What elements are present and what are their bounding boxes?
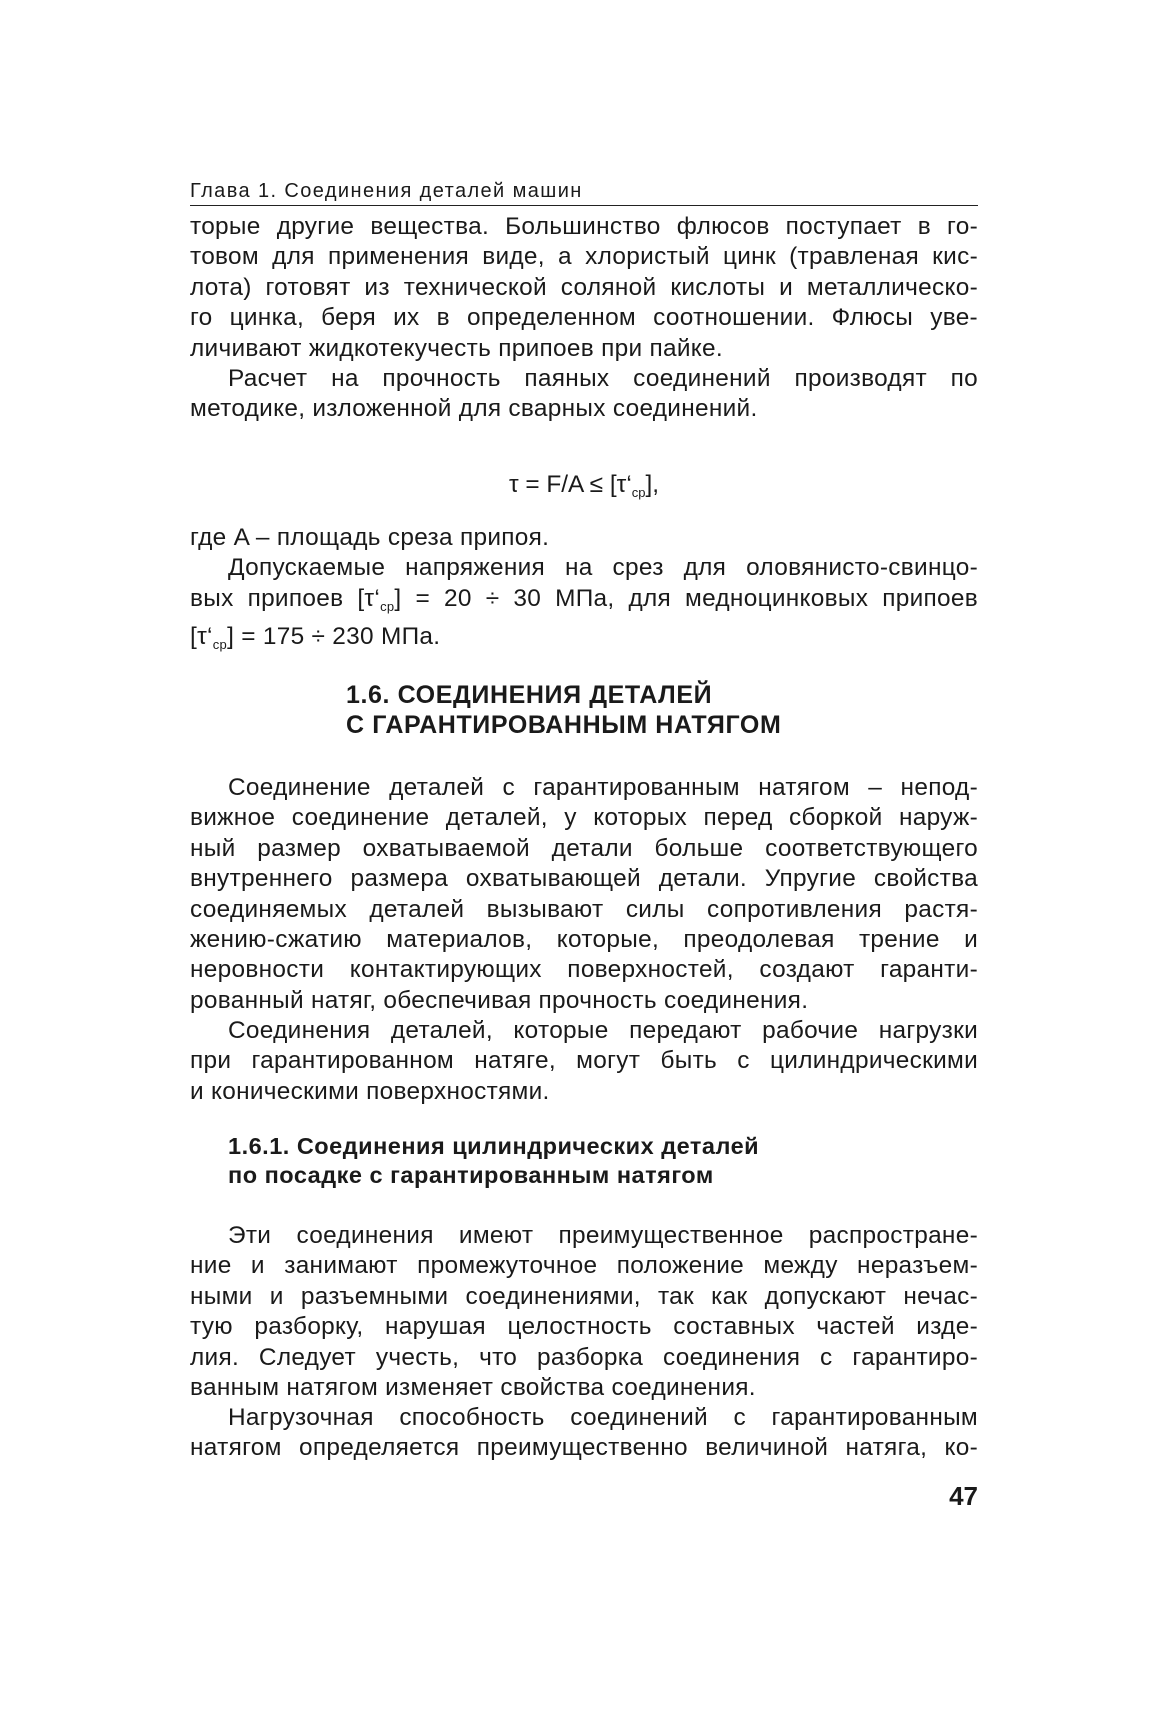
formula-main: τ = F/A ≤ [τ‘: [508, 471, 632, 498]
subscript: ср: [212, 637, 228, 653]
text-line: ными и разъемными соединениями, так как допускают нечас-: [190, 1282, 978, 1310]
section-title-line: С ГАРАНТИРОВАННЫМ НАТЯГОМ: [346, 711, 782, 739]
text-line: го цинка, беря их в определенном соотношении. Флюсы уве-: [190, 304, 978, 332]
text-line: [190, 584, 978, 622]
text-line: Эти соединения имеют преимущественное распростране-: [228, 1222, 978, 1249]
text-line: [190, 622, 978, 660]
text-line: ный размер охватываемой детали больше соответствующего: [190, 834, 978, 862]
text-line: Соединения деталей, которые передают рабочие нагрузки: [228, 1017, 978, 1044]
page-number: 47: [949, 1481, 978, 1511]
text-line: внутреннего размера охватывающей детали. Упругие свойства: [190, 865, 978, 893]
text-line: лота) готовят из технической соляной кислоты и металлическо-: [190, 273, 978, 301]
text-line: соединяемых деталей вызывают силы сопротивления растя-: [190, 895, 978, 923]
book-page: [190, 0, 978, 1725]
subsection-title-line: по посадке с гарантированным натягом: [228, 1162, 714, 1188]
section-paragraph: [190, 773, 978, 1016]
text-line: методике, изложенной для сварных соединений.: [190, 395, 758, 423]
formula-subscript: ср: [631, 485, 646, 500]
section-title: [190, 680, 978, 740]
text-line: ванным натягом изменяет свойства соединения.: [190, 1374, 756, 1402]
text-line: и коническими поверхностями.: [190, 1077, 550, 1105]
section-paragraph: [190, 1016, 978, 1107]
text-line: натягом определяется преимущественно величиной натяга, ко-: [190, 1434, 978, 1462]
header-rule: [190, 205, 978, 206]
subsection-paragraph: [190, 1221, 978, 1403]
subsection-paragraph: [190, 1403, 978, 1464]
running-head: Глава 1. Соединения деталей машин: [190, 180, 583, 202]
text-line: личивают жидкотекучесть припоев при пайке.: [190, 334, 723, 362]
text-fragment: ] = 20 ÷ 30 МПа, для медноцинковых припоев: [394, 584, 978, 612]
text-line: товом для применения виде, а хлористый цинк (травленая кис-: [190, 243, 978, 271]
text-line: вижное соединение деталей, у которых перед сборкой наруж-: [190, 804, 978, 832]
section-title-line: 1.6. СОЕДИНЕНИЯ ДЕТАЛЕЙ: [346, 681, 713, 709]
text-fragment: ] = 175 ÷ 230 МПа.: [227, 623, 441, 651]
text-line: рованный натяг, обеспечивая прочность соединения.: [190, 986, 809, 1014]
text-line: Расчет на прочность паяных соединений производят по: [228, 365, 978, 392]
subsection-title: [228, 1132, 978, 1190]
formula-tail: ],: [645, 471, 660, 498]
text-line: Нагрузочная способность соединений с гарантированным: [228, 1404, 978, 1431]
shear-stress-formula: [190, 470, 978, 508]
text-fragment: [τ‘: [190, 623, 213, 651]
text-line: при гарантированном натяге, могут быть с цилиндрическими: [190, 1047, 978, 1075]
continuation-paragraph: [190, 212, 978, 364]
text-line: торые другие вещества. Большинство флюсов поступает в го-: [190, 213, 978, 240]
calculation-paragraph: [190, 364, 978, 425]
subscript: ср: [380, 598, 395, 614]
text-line: лия. Следует учесть, что разборка соединения с гарантиро-: [190, 1343, 978, 1371]
text-line: Соединение деталей с гарантированным натягом – непод-: [228, 774, 978, 801]
subsection-title-line: 1.6.1. Соединения цилиндрических деталей: [228, 1133, 760, 1159]
text-fragment: вых припоев [τ‘: [190, 584, 381, 612]
text-line: Допускаемые напряжения на срез для оловянисто-свинцо-: [228, 554, 978, 582]
formula-explanation: [190, 523, 978, 661]
text-line: ние и занимают промежуточное положение между неразъем-: [190, 1252, 978, 1280]
text-line: неровности контактирующих поверхностей, создают гаранти-: [190, 956, 978, 984]
text-line: где A – площадь среза припоя.: [190, 524, 550, 551]
text-line: жению-сжатию материалов, которые, преодолевая трение и: [190, 926, 978, 954]
text-line: тую разборку, нарушая целостность составных частей изде-: [190, 1313, 978, 1341]
